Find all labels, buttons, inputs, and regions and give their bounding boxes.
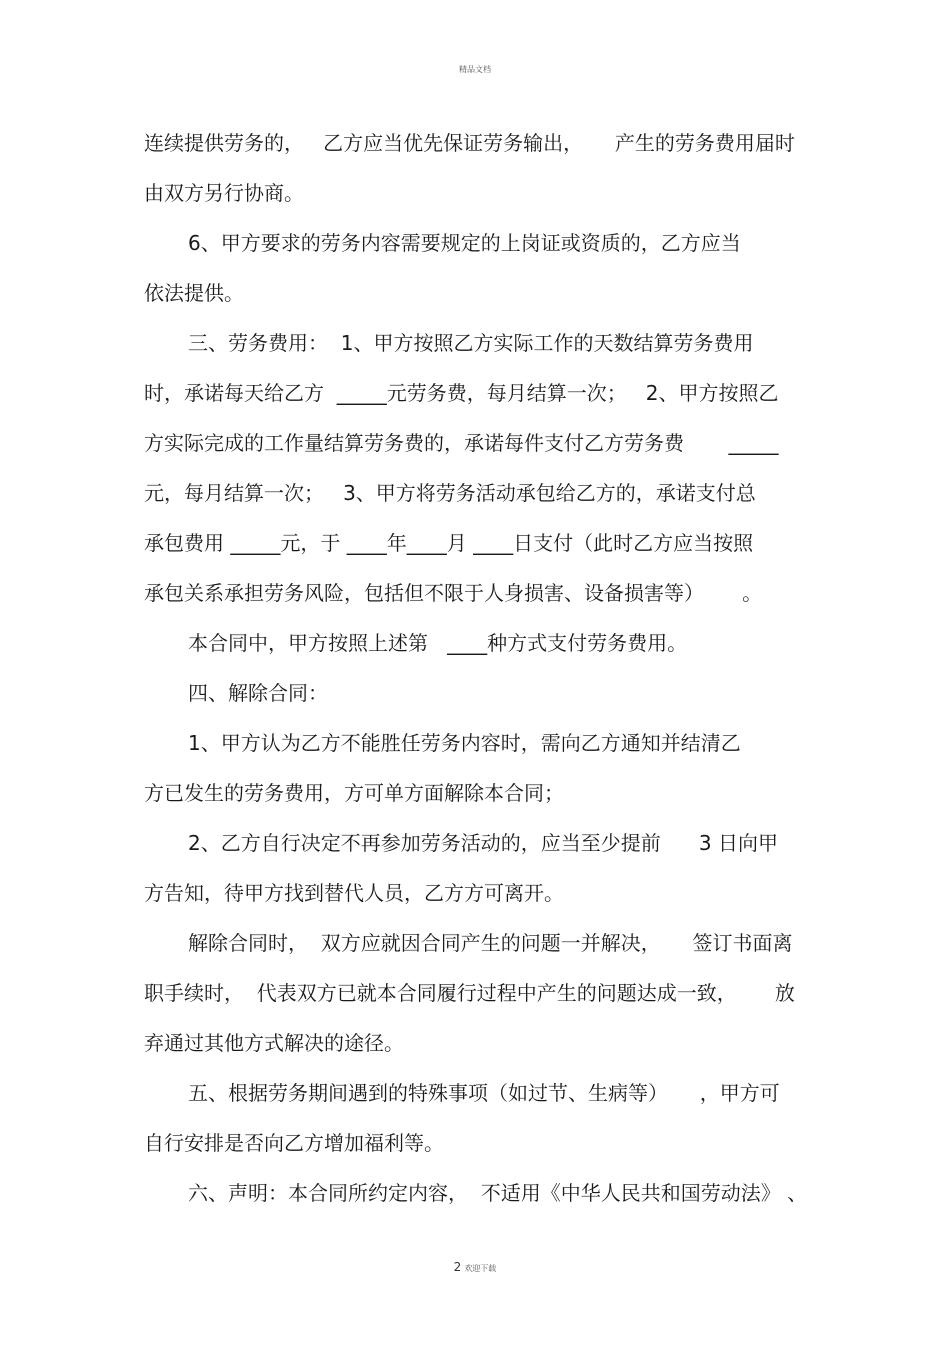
text-line: 方实际完成的工作量结算劳务费的，承诺每件支付乙方劳务费 _____ [144,431,779,455]
text-line: 依法提供。 [144,281,244,305]
text-line: 承包关系承担劳务风险，包括但不限于人身损害、设备损害等） 。 [144,581,763,605]
page-footer [0,1260,950,1274]
text-line: 由双方另行协商。 [144,181,304,205]
text-line: 本合同中，甲方按照上述第 ____种方式支付劳务费用。 [188,631,688,655]
download-text: 欢迎下载 [464,1264,497,1273]
text-line: 六、声明：本合同所约定内容， 不适用《中华人民共和国劳动法》 、 [188,1181,808,1205]
text-line: 四、解除合同： [188,681,328,705]
text-line: 自行安排是否向乙方增加福利等。 [144,1131,444,1155]
text-line: 职手续时， 代表双方已就本合同履行过程中产生的问题达成一致， 放 [144,981,795,1005]
text-line: 方已发生的劳务费用，方可单方面解除本合同； [144,781,564,805]
text-line: 1、甲方认为乙方不能胜任劳务内容时，需向乙方通知并结清乙 [188,731,741,755]
text-line: 6、甲方要求的劳务内容需要规定的上岗证或资质的，乙方应当 [188,231,741,255]
text-line: 三、劳务费用： 1、甲方按照乙方实际工作的天数结算劳务费用 [188,331,754,355]
page-number: 2 [453,1260,462,1274]
header-label: 精品文档 [459,65,491,74]
text-line: 元，每月结算一次； 3、甲方将劳务活动承包给乙方的，承诺支付总 [144,481,756,505]
text-line: 方告知，待甲方找到替代人员，乙方方可离开。 [144,881,564,905]
text-line: 弃通过其他方式解决的途径。 [144,1031,404,1055]
text-line: 连续提供劳务的， 乙方应当优先保证劳务输出， 产生的劳务费用届时 [144,131,795,155]
text-line: 解除合同时， 双方应就因合同产生的问题一并解决， 签订书面离 [188,931,793,955]
text-line: 承包费用 _____元，于 ____年____月 ____日支付（此时乙方应当按照 [144,531,754,555]
contract-body [144,118,814,1218]
text-line: 时，承诺每天给乙方 _____元劳务费，每月结算一次； 2、甲方按照乙 [144,381,779,405]
text-line: 2、乙方自行决定不再参加劳务活动的，应当至少提前 3 日向甲 [188,831,778,855]
text-line: 五、根据劳务期间遇到的特殊事项（如过节、生病等） ，甲方可 [188,1081,780,1105]
